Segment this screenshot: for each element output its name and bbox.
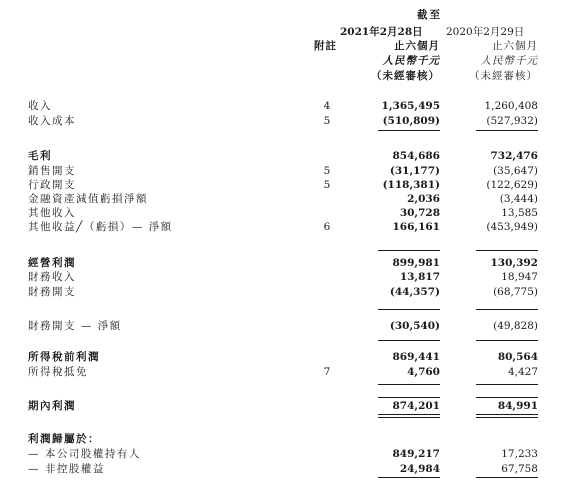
row-value-2021: 2,036: [407, 193, 440, 205]
row-value-2020: 4,427: [507, 366, 538, 378]
col1-subtotal-rule: [378, 309, 440, 310]
row-value-2021: 13,817: [399, 271, 440, 283]
row-label: 其他收益╱（虧損）— 淨額: [28, 221, 173, 233]
row-note: 7: [323, 366, 331, 378]
row-note: 5: [323, 179, 331, 191]
row-value-2021: 166,161: [392, 221, 440, 233]
col2-audit-status: （未經審核）: [469, 70, 538, 82]
col2-total-rule: [476, 477, 538, 478]
row-value-2021: 849,217: [392, 448, 440, 460]
row-label: 收入成本: [28, 115, 76, 127]
col2-subtotal-rule: [476, 130, 538, 131]
row-value-2020: 13,585: [501, 207, 538, 219]
row-value-2021: (44,357): [389, 286, 440, 298]
col1-subtotal-rule: [378, 130, 440, 131]
col1-period: 止六個月: [394, 40, 440, 52]
row-note: 6: [323, 221, 331, 233]
row-label: 所得稅抵免: [28, 366, 88, 378]
row-label: 其他收入: [28, 207, 76, 219]
row-value-2021: 869,441: [392, 351, 440, 363]
row-value-2021: 899,981: [392, 257, 440, 269]
col1-audit-status: （未經審核）: [371, 70, 440, 82]
row-value-2020: 67,758: [501, 463, 538, 475]
col1-total-rule: [378, 477, 440, 478]
row-value-2021: 1,365,495: [381, 100, 440, 112]
row-value-2020: 18,947: [501, 271, 538, 283]
row-value-2020: (68,775): [493, 286, 538, 298]
row-note: 4: [323, 100, 331, 112]
row-value-2021: (510,809): [382, 115, 440, 127]
row-value-2020: 84,991: [497, 400, 538, 412]
row-note: 5: [323, 165, 331, 177]
row-label: 經營利潤: [28, 257, 76, 269]
row-value-2020: 80,564: [497, 351, 538, 363]
col1-currency: 人民幣千元: [382, 55, 440, 67]
row-value-2020: (122,629): [486, 179, 538, 191]
row-label: 財務開支: [28, 286, 76, 298]
row-value-2021: 30,728: [399, 207, 440, 219]
row-value-2021: 874,201: [392, 400, 440, 412]
row-value-2020: (35,647): [493, 165, 538, 177]
col2-date: 2020年2月29日: [446, 26, 525, 38]
row-value-2020: (453,949): [486, 221, 538, 233]
row-label: 利潤歸屬於：: [28, 433, 100, 445]
col2-subtotal-rule: [476, 340, 538, 341]
col1-date: 2021年2月28日: [340, 26, 423, 38]
row-value-2021: 854,686: [392, 150, 440, 162]
row-note: 5: [323, 115, 331, 127]
row-value-2021: 24,984: [399, 463, 440, 475]
col2-subtotal-rule: [476, 384, 538, 385]
row-value-2021: (118,381): [382, 179, 440, 191]
row-label: 行政開支: [28, 179, 76, 191]
row-label: 財務開支 — 淨額: [28, 320, 122, 332]
as-at-heading: 截至: [417, 9, 442, 21]
row-value-2020: 17,233: [501, 448, 538, 460]
row-label: — 本公司股權持有人: [28, 448, 141, 460]
row-label: 收入: [28, 100, 52, 112]
col1-subtotal-rule: [378, 384, 440, 385]
col2-total-rule: [476, 414, 538, 415]
row-label: 所得稅前利潤: [28, 351, 100, 363]
row-value-2020: 130,392: [490, 257, 538, 269]
row-label: 毛利: [28, 150, 52, 162]
row-value-2021: (31,177): [389, 165, 440, 177]
col1-subtotal-rule: [378, 250, 440, 251]
col2-period: 止六個月: [492, 40, 538, 52]
row-label: 金融資產減值虧損淨額: [28, 193, 148, 205]
row-label: — 非控股權益: [28, 463, 105, 475]
col2-currency: 人民幣千元: [480, 55, 538, 67]
col1-subtotal-rule: [378, 340, 440, 341]
row-value-2020: (3,444): [499, 193, 538, 205]
col1-total-rule: [378, 414, 440, 415]
row-label: 期內利潤: [28, 400, 76, 412]
col2-subtotal-rule: [476, 397, 538, 398]
note-column-header: 附註: [314, 40, 337, 52]
row-value-2020: 1,260,408: [484, 100, 538, 112]
row-label: 銷售開支: [28, 165, 76, 177]
col2-subtotal-rule: [476, 250, 538, 251]
col2-total-rule: [476, 417, 538, 418]
row-value-2020: 732,476: [490, 150, 538, 162]
col1-total-rule: [378, 417, 440, 418]
row-value-2021: 4,760: [407, 366, 440, 378]
col2-subtotal-rule: [476, 309, 538, 310]
row-label: 財務收入: [28, 271, 76, 283]
col1-subtotal-rule: [378, 397, 440, 398]
row-value-2021: (30,540): [389, 320, 440, 332]
row-value-2020: (49,828): [493, 320, 538, 332]
row-value-2020: (527,932): [486, 115, 538, 127]
